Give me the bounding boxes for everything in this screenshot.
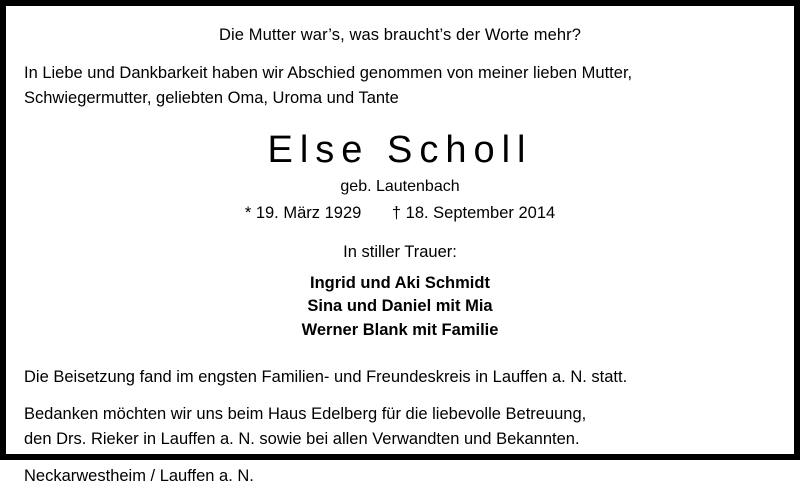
- birth-date: * 19. März 1929: [244, 203, 362, 222]
- thanks-line-1: Bedanken möchten wir uns beim Haus Edelberg für die liebevolle Betreuung,: [24, 405, 587, 424]
- maiden-name: geb. Lautenbach: [340, 177, 460, 195]
- thanks-line-2: den Drs. Rieker in Lauffen a. N. sowie bei allen Verwandten und Bekannten.: [24, 429, 580, 448]
- mourner-item: Sina und Daniel mit Mia: [307, 297, 493, 316]
- place-name: Neckarwestheim / Lauffen a. N.: [24, 466, 254, 485]
- intro-line-2: Schwiegermutter, geliebten Oma, Uroma und Tante: [24, 88, 399, 107]
- mourner-item: Ingrid und Aki Schmidt: [310, 273, 490, 292]
- intro-text: [24, 61, 776, 111]
- motto-text: Die Mutter war’s, was braucht’s der Worte mehr?: [218, 26, 582, 44]
- deceased-name: Else Scholl: [267, 128, 533, 171]
- burial-note: Die Beisetzung fand im engsten Familien- und Freundeskreis in Lauffen a. N. statt.: [24, 368, 628, 387]
- thanks-note: [24, 402, 776, 452]
- closing-text: [24, 365, 776, 488]
- death-date: † 18. September 2014: [391, 203, 556, 222]
- life-dates: [24, 204, 776, 223]
- mourners-heading: In stiller Trauer:: [343, 242, 457, 261]
- mourners-list: [24, 272, 776, 344]
- mourner-item: Werner Blank mit Familie: [301, 321, 499, 340]
- intro-line-1: In Liebe und Dankbarkeit haben wir Abschied genommen von meiner lieben Mutter,: [24, 64, 633, 82]
